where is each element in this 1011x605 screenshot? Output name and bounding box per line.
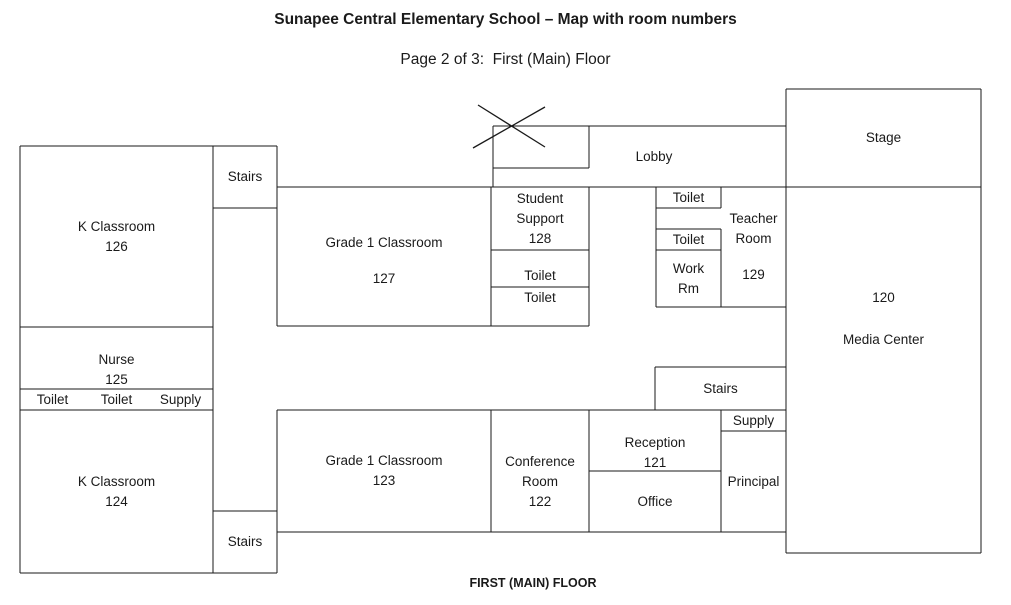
room-label-line: Toilet bbox=[524, 268, 556, 283]
room-label-line: Stairs bbox=[227, 169, 263, 184]
room-k-classroom-124 bbox=[21, 411, 212, 572]
room-supply-left bbox=[149, 390, 212, 409]
room-label-line: 124 bbox=[105, 493, 128, 509]
room-label-line: Stairs bbox=[703, 380, 738, 396]
room-label-line: Room bbox=[521, 474, 558, 489]
room-principal bbox=[722, 432, 785, 531]
room-toilet-mid-upper bbox=[492, 251, 588, 286]
room-label-line: Toilet bbox=[672, 189, 705, 205]
room-stairs-bottom-left bbox=[214, 512, 276, 572]
room-reception-121 bbox=[590, 411, 720, 470]
room-label-line: Reception bbox=[624, 435, 686, 450]
room-stairs-right bbox=[656, 368, 785, 409]
room-supply-right bbox=[722, 411, 785, 430]
room-k-classroom-126 bbox=[21, 147, 212, 326]
room-label-line: Principal bbox=[727, 473, 780, 489]
room-label-line: 125 bbox=[105, 372, 128, 387]
room-label-line: Supply bbox=[732, 412, 775, 428]
room-student-support-128 bbox=[492, 188, 588, 249]
room-office bbox=[590, 472, 720, 531]
room-label-line: 122 bbox=[528, 494, 552, 509]
room-toilet-mid-lower bbox=[492, 288, 588, 325]
room-label-line: Room bbox=[735, 231, 772, 246]
room-label-line: Toilet bbox=[672, 231, 705, 247]
room-label-line: Stage bbox=[865, 130, 902, 145]
room-label-gap bbox=[787, 308, 980, 330]
room-label-line: Office bbox=[637, 493, 673, 509]
room-label-line: Support bbox=[516, 210, 564, 226]
room-label-line: K Classroom bbox=[77, 218, 156, 234]
room-label-line: 127 bbox=[372, 270, 396, 286]
room-label-line: Toilet bbox=[36, 391, 69, 407]
room-media-center-120 bbox=[787, 188, 980, 552]
room-label-line: K Classroom bbox=[77, 473, 156, 489]
room-work-rm bbox=[657, 251, 720, 306]
room-stage bbox=[787, 90, 980, 186]
room-grade1-classroom-123 bbox=[278, 411, 490, 531]
room-label-gap bbox=[722, 249, 785, 265]
room-conference-room-122 bbox=[492, 411, 588, 531]
room-label-line: 128 bbox=[528, 230, 552, 246]
room-label-line: 126 bbox=[105, 238, 128, 254]
room-label-line: Supply bbox=[159, 391, 202, 407]
room-label-line: Grade 1 Classroom bbox=[325, 453, 443, 468]
room-toilet-teacher-upper bbox=[657, 188, 720, 207]
room-label-line: Toilet bbox=[100, 391, 133, 407]
page-title: Sunapee Central Elementary School – Map with room numbers bbox=[274, 11, 737, 28]
room-nurse-125 bbox=[21, 328, 212, 388]
room-stairs-top-left bbox=[214, 147, 276, 207]
room-label-line: Conference bbox=[505, 454, 575, 469]
page-subtitle: Page 2 of 3: First (Main) Floor bbox=[400, 51, 611, 68]
room-lobby bbox=[589, 128, 719, 185]
room-toilet-teacher-lower bbox=[657, 230, 720, 249]
room-label-line: 120 bbox=[872, 290, 895, 305]
room-label-line: Student bbox=[516, 190, 564, 206]
room-label-line: Rm bbox=[678, 280, 699, 296]
room-label-line: Nurse bbox=[98, 352, 135, 367]
room-toilet-left-2 bbox=[85, 390, 148, 409]
room-label-line: Teacher bbox=[729, 211, 778, 226]
room-label-line: Work bbox=[672, 260, 705, 276]
room-label-line: Toilet bbox=[524, 290, 556, 305]
room-label-line: Grade 1 Classroom bbox=[325, 234, 443, 250]
room-label-line: Lobby bbox=[635, 148, 673, 164]
floor-label: FIRST (MAIN) FLOOR bbox=[469, 576, 597, 590]
room-label-line: Media Center bbox=[842, 332, 925, 347]
room-label-line: 123 bbox=[372, 473, 396, 488]
room-toilet-left-1 bbox=[21, 390, 84, 409]
room-label-line: 121 bbox=[643, 455, 667, 470]
room-grade1-classroom-127 bbox=[278, 188, 490, 325]
room-label-line: Stairs bbox=[227, 534, 263, 549]
room-teacher-room-129 bbox=[722, 188, 785, 306]
room-label-gap bbox=[278, 253, 490, 269]
room-label-line: 129 bbox=[742, 267, 765, 282]
